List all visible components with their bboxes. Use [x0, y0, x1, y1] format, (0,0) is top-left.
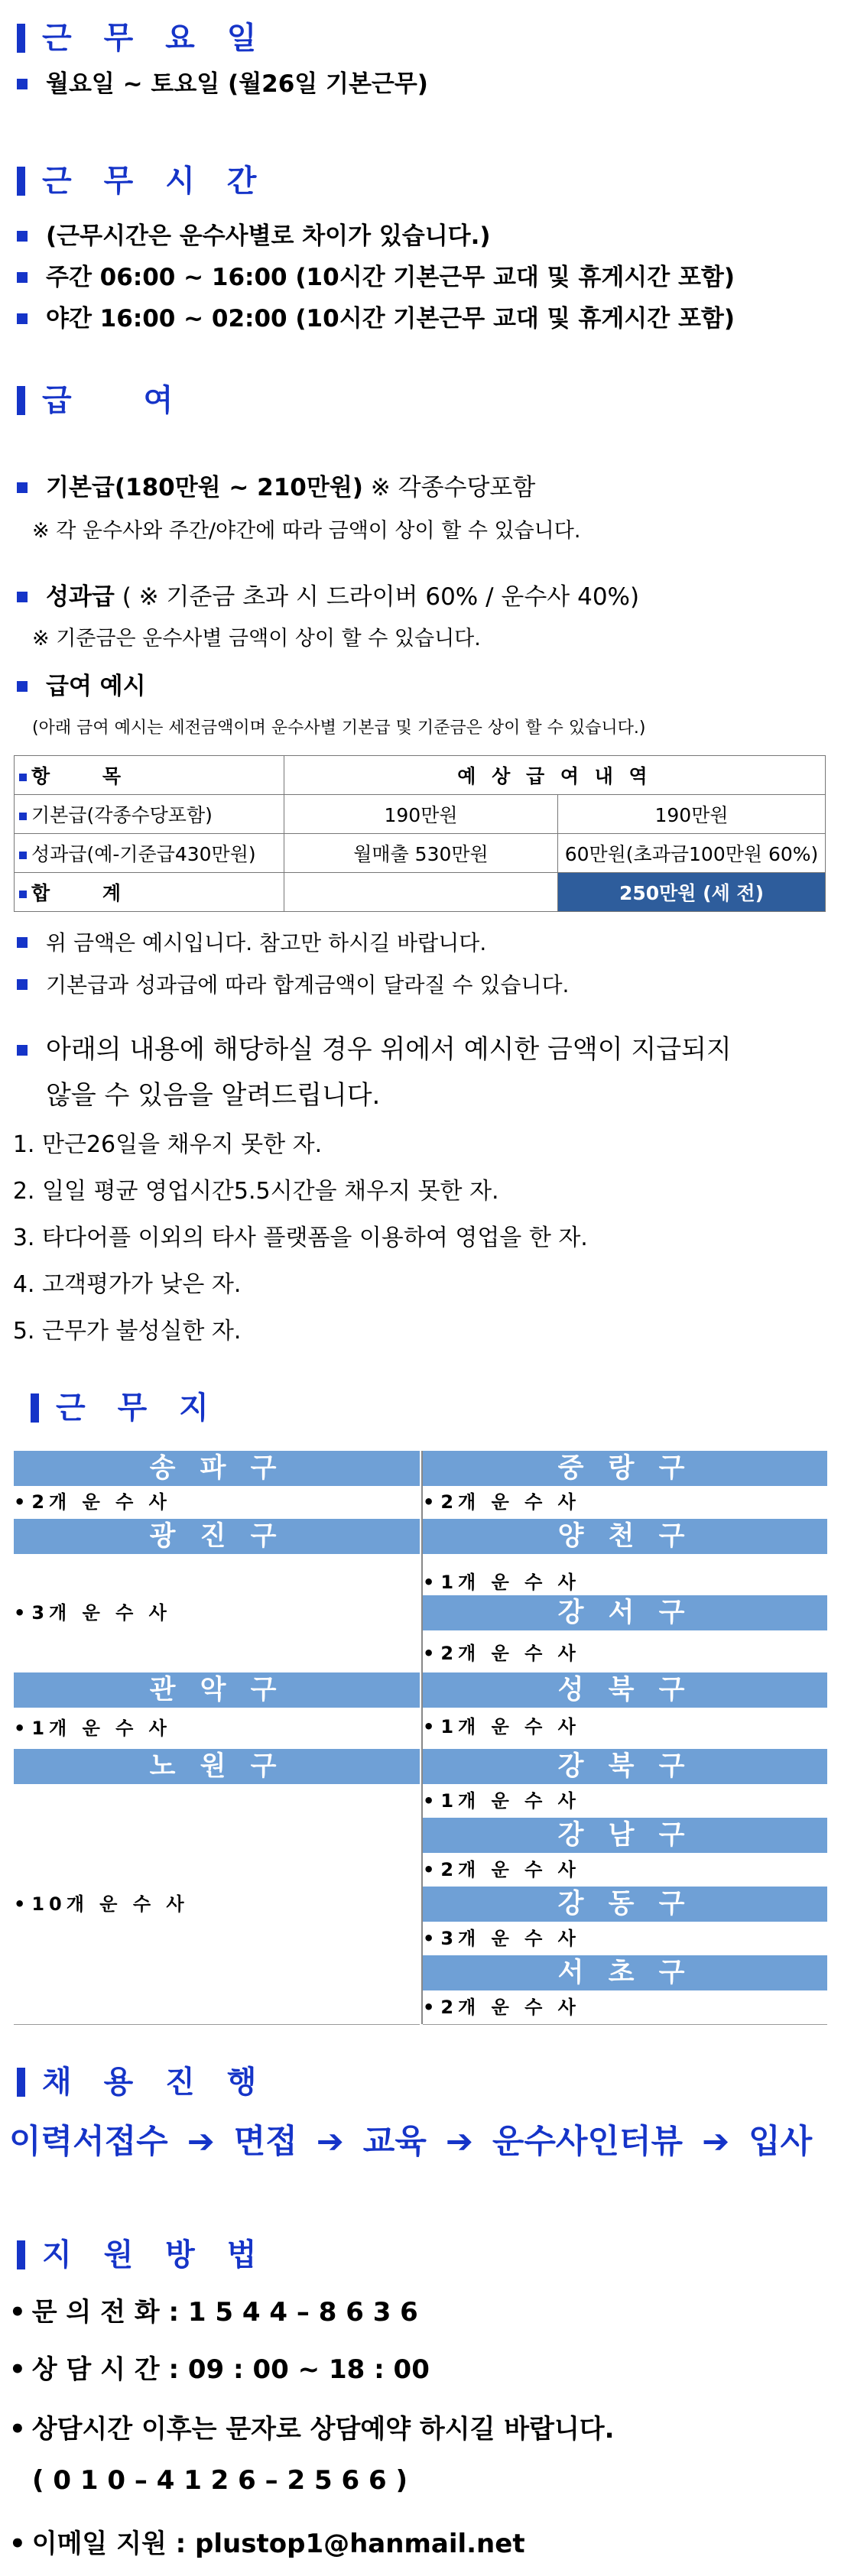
table-header-row	[15, 756, 826, 795]
hiring-process	[9, 2116, 812, 2162]
bullet	[17, 482, 28, 493]
salary-base-line: 기본급(180만원 ~ 210만원) ※ 각종수당포함	[17, 468, 535, 502]
heading-bar	[17, 2240, 25, 2269]
bullet	[17, 272, 28, 283]
salary-footnote-1: 위 금액은 예시입니다. 참고만 하시길 바랍니다.	[17, 926, 486, 957]
table-cell: 60만원(초과금100만원 60%)	[558, 834, 826, 873]
apply-mobile: ( 0 1 0 – 4 1 2 6 – 2 5 6 6 )	[32, 2465, 408, 2496]
apply-heading: 지 원 방 법	[17, 2230, 267, 2274]
location-count: • 1개 운 수 사	[423, 1708, 827, 1750]
arrow-icon: ➔	[702, 2123, 730, 2161]
heading-bar	[17, 386, 25, 415]
work-days-heading: 근 무 요 일	[17, 14, 267, 57]
location-count: • 2개 운 수 사	[423, 1630, 827, 1673]
work-hours-line-3: 야간 16:00 ~ 02:00 (10시간 기본근무 교대 및 휴게시간 포함)	[17, 299, 735, 333]
table-header-expected: 예 상 급 여 내 역	[284, 756, 826, 795]
location-name: 성 북 구	[423, 1672, 827, 1708]
salary-heading: 급 여	[17, 376, 203, 420]
table-cell: 월매출 530만원	[284, 834, 558, 873]
apply-hours: • 상 담 시 간 : 09 : 00 ~ 18 : 00	[9, 2354, 430, 2385]
heading-bar	[17, 2068, 25, 2097]
salary-warning-2: 않을 수 있음을 알려드립니다.	[46, 1080, 381, 1111]
location-count: • 1개 운 수 사	[423, 1554, 827, 1596]
arrow-icon: ➔	[445, 2123, 473, 2161]
bullet	[17, 313, 28, 324]
list-item: 4. 고객평가가 낮은 자.	[42, 1265, 588, 1299]
salary-perf-note: ※ 기준금은 운수사별 금액이 상이 할 수 있습니다.	[32, 627, 481, 650]
condition-list	[0, 1125, 588, 1358]
heading-bar	[17, 167, 25, 196]
bullet	[17, 979, 28, 990]
table-row	[15, 795, 826, 834]
location-count: • 2개 운 수 사	[14, 1486, 420, 1520]
salary-warning: 아래의 내용에 해당하실 경우 위에서 예시한 금액이 지급되지	[17, 1028, 732, 1066]
list-item: 2. 일일 평균 영업시간5.5시간을 채우지 못한 자.	[42, 1172, 588, 1205]
bullet	[19, 774, 27, 781]
work-days-line: 월요일 ~ 토요일 (월26일 기본근무)	[17, 64, 428, 99]
salary-table	[14, 755, 826, 912]
table-cell: 성과급(예-기준급430만원)	[15, 834, 284, 873]
table-cell: 190만원	[558, 795, 826, 834]
arrow-icon: ➔	[316, 2123, 344, 2161]
salary-base-note: ※ 각 운수사와 주간/야간에 따라 금액이 상이 할 수 있습니다.	[32, 519, 581, 543]
heading-bar	[17, 24, 25, 53]
location-name: 양 천 구	[423, 1519, 827, 1554]
hiring-step: 교육	[362, 2123, 427, 2161]
location-count: • 1개 운 수 사	[14, 1708, 420, 1750]
table-total-label: 합 계	[15, 873, 284, 912]
list-item: 5. 근무가 불성실한 자.	[42, 1312, 588, 1345]
location-name: 강 서 구	[423, 1595, 827, 1630]
bullet	[17, 231, 28, 242]
salary-footnote-2: 기본급과 성과급에 따라 합계금액이 달라질 수 있습니다.	[17, 968, 569, 999]
location-name: 서 초 구	[423, 1955, 827, 1990]
hiring-heading: 채 용 진 행	[17, 2058, 267, 2101]
salary-perf-line: 성과급 ( ※ 기준금 초과 시 드라이버 60% / 운수사 40%)	[17, 577, 639, 612]
work-hours-heading: 근 무 시 간	[17, 157, 267, 200]
location-name: 강 동 구	[423, 1887, 827, 1922]
apply-phone: • 문 의 전 화 : 1 5 4 4 – 8 6 3 6	[9, 2297, 418, 2328]
salary-example-note: (아래 금여 예시는 세전금액이며 운수사별 기본급 및 기준금은 상이 할 수 있습니다.)	[32, 719, 646, 738]
list-item: 3. 타다어플 이외의 타사 플랫폼을 이용하여 영업을 한 자.	[42, 1218, 588, 1252]
location-count: • 10개 운 수 사	[14, 1784, 420, 2025]
location-name: 노 원 구	[14, 1749, 420, 1784]
apply-email: • 이메일 지원 : plustop1@hanmail.net	[9, 2529, 525, 2559]
bullet	[17, 79, 28, 89]
location-name: 중 랑 구	[423, 1451, 827, 1486]
work-hours-line-1: (근무시간은 운수사별로 차이가 있습니다.)	[17, 216, 491, 251]
bullet	[19, 852, 27, 859]
hiring-step: 입사	[748, 2123, 813, 2161]
location-name: 송 파 구	[14, 1451, 420, 1486]
apply-after-hours: • 상담시간 이후는 문자로 상담예약 하시길 바랍니다.	[9, 2414, 615, 2445]
hiring-step: 운수사인터뷰	[492, 2123, 684, 2161]
location-count: • 1개 운 수 사	[423, 1784, 827, 1818]
table-total-row	[15, 873, 826, 912]
table-cell	[284, 873, 558, 912]
location-count: • 3개 운 수 사	[423, 1922, 827, 1956]
table-cell: 190만원	[284, 795, 558, 834]
hiring-step: 이력서접수	[9, 2123, 168, 2161]
location-count: • 2개 운 수 사	[423, 1486, 827, 1520]
heading-bar	[31, 1393, 39, 1423]
bullet	[17, 681, 28, 692]
location-name: 관 악 구	[14, 1672, 420, 1708]
bullet	[17, 937, 28, 948]
bullet	[17, 1045, 28, 1056]
table-header-item: 항 목	[15, 756, 284, 795]
location-count: • 2개 운 수 사	[423, 1853, 827, 1887]
table-row	[15, 834, 826, 873]
location-heading: 근 무 지	[31, 1384, 219, 1427]
bullet	[19, 891, 27, 898]
hiring-step: 면접	[233, 2123, 297, 2161]
table-cell: 기본급(각종수당포함)	[15, 795, 284, 834]
arrow-icon: ➔	[187, 2123, 215, 2161]
work-hours-line-2: 주간 06:00 ~ 16:00 (10시간 기본근무 교대 및 휴게시간 포함)	[17, 258, 735, 292]
salary-example-title: 급여 예시	[17, 667, 146, 701]
location-name: 광 진 구	[14, 1519, 420, 1554]
location-count: • 3개 운 수 사	[14, 1554, 420, 1673]
list-item: 1. 만근26일을 채우지 못한 자.	[42, 1125, 588, 1159]
bullet	[17, 592, 28, 602]
location-count: • 2개 운 수 사	[423, 1990, 827, 2025]
location-name: 강 남 구	[423, 1818, 827, 1853]
bullet	[19, 813, 27, 820]
table-total-value: 250만원 (세 전)	[558, 873, 826, 912]
location-name: 강 북 구	[423, 1749, 827, 1784]
